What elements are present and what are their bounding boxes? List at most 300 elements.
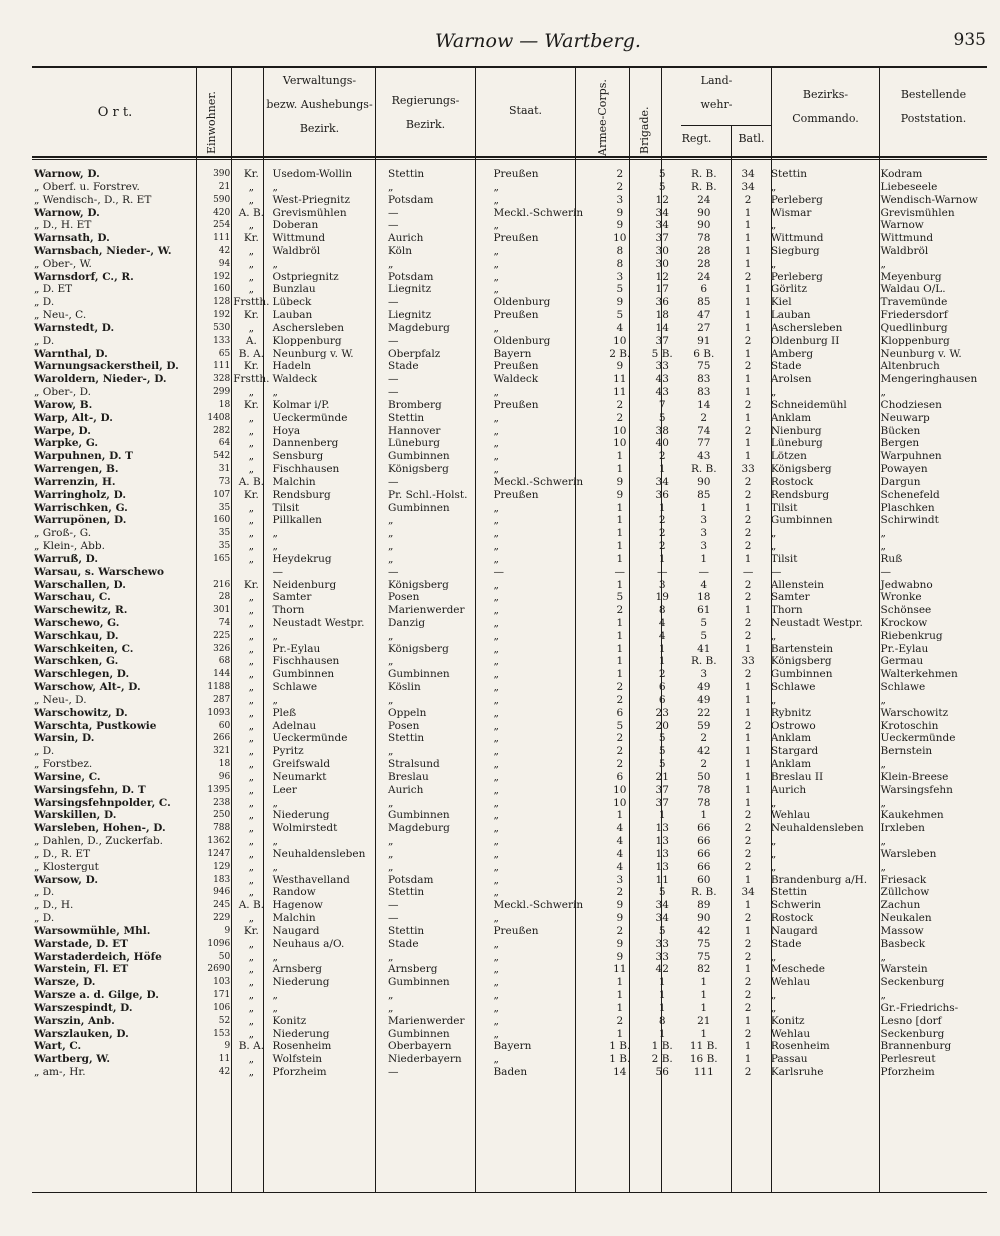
cell-bezirks-commando: Neuhaldensleben <box>770 822 864 835</box>
cell-regierungsbezirk: Breslau <box>388 770 429 783</box>
cell-ort: Warsze a. d. Gilge, D. <box>34 989 159 1002</box>
cell-armee-corps: 10 <box>613 796 627 809</box>
cell-poststation: Krotoschin <box>880 719 939 732</box>
cell-bezirk-art: „ <box>248 950 255 963</box>
cell-bezirks-commando: Meschede <box>770 963 825 976</box>
cell-bezirk-art: „ <box>248 783 255 796</box>
cell-poststation: Ruß <box>880 552 903 565</box>
cell-regierungsbezirk: Oppeln <box>388 706 427 719</box>
cell-staat: Preußen <box>493 924 539 937</box>
cell-bezirk-art: „ <box>248 591 255 604</box>
cell-poststation: Friedersdorf <box>880 309 948 322</box>
table-row <box>32 720 1000 733</box>
cell-brigade: 19 <box>655 591 669 604</box>
cell-poststation: „ <box>880 758 886 771</box>
cell-armee-corps: 1 <box>616 1027 624 1040</box>
cell-verwaltungsbezirk: Ueckermünde <box>272 732 348 745</box>
table-row <box>32 1066 1000 1079</box>
cell-staat: „ <box>493 809 499 822</box>
header-bezirks-line-2: Commando. <box>792 112 859 125</box>
cell-regierungsbezirk: Stade <box>388 360 419 373</box>
cell-bezirks-commando: „ <box>770 219 777 232</box>
cell-staat: Meckl.-Schwerin <box>493 475 584 488</box>
cell-bezirks-commando: Naugard <box>770 924 818 937</box>
cell-staat: Waldeck <box>493 373 539 386</box>
cell-verwaltungsbezirk: „ <box>272 950 278 963</box>
cell-bezirks-commando: Wittmund <box>770 232 824 245</box>
header-brigade: Brigade. <box>638 106 651 154</box>
cell-einwohner: 103 <box>213 977 231 988</box>
cell-landwehr-regt: 66 <box>697 860 711 873</box>
table-row <box>32 258 1000 271</box>
cell-landwehr-regt: 78 <box>697 796 711 809</box>
cell-poststation: Wendisch-Warnow <box>880 193 978 206</box>
cell-landwehr-regt: 42 <box>697 924 711 937</box>
header-post-line-2: Poststation. <box>900 112 967 125</box>
table-row <box>32 1027 1000 1040</box>
cell-landwehr-batl: 1 <box>744 770 752 783</box>
cell-regierungsbezirk: „ <box>388 257 394 270</box>
table-row <box>32 232 1000 245</box>
cell-staat: „ <box>493 437 499 450</box>
header-verwaltung-line-2: bezw. Aushebungs- <box>266 98 373 111</box>
cell-bezirk-art: Kr. <box>243 578 259 591</box>
cell-landwehr-batl: 2 <box>744 488 752 501</box>
cell-landwehr-regt: 1 <box>700 501 708 514</box>
cell-regierungsbezirk: Stettin <box>388 732 425 745</box>
cell-einwohner: 31 <box>218 464 231 475</box>
cell-ort: Warschowitz, D. <box>34 706 128 719</box>
cell-landwehr-regt: 82 <box>697 963 711 976</box>
cell-verwaltungsbezirk: „ <box>272 796 278 809</box>
cell-ort: Warschewitz, R. <box>34 604 128 617</box>
cell-bezirks-commando: „ <box>770 693 777 706</box>
cell-bezirk-art: Kr. <box>243 924 259 937</box>
cell-landwehr-regt: 75 <box>697 937 711 950</box>
cell-verwaltungsbezirk: Niederung <box>272 1027 330 1040</box>
cell-poststation: Warpuhnen <box>880 450 942 463</box>
cell-einwohner: 65 <box>218 348 231 359</box>
cell-landwehr-batl: 2 <box>744 360 752 373</box>
table-row <box>32 784 1000 797</box>
cell-landwehr-batl: 2 <box>744 398 752 411</box>
cell-armee-corps: 2 <box>616 180 624 193</box>
cell-bezirk-art: „ <box>248 668 255 681</box>
cell-bezirk-art: B. A. <box>238 1040 265 1053</box>
table-row <box>32 540 1000 553</box>
cell-einwohner: 1188 <box>207 682 231 693</box>
cell-landwehr-regt: 75 <box>697 360 711 373</box>
cell-bezirks-commando: „ <box>770 257 777 270</box>
cell-poststation: Waldbröl <box>880 244 929 257</box>
cell-bezirk-art: „ <box>248 193 255 206</box>
cell-regierungsbezirk: — <box>388 475 399 488</box>
cell-landwehr-batl: 1 <box>744 244 752 257</box>
cell-bezirk-art: „ <box>248 501 255 514</box>
cell-staat: „ <box>493 706 499 719</box>
cell-staat: „ <box>493 321 499 334</box>
cell-verwaltungsbezirk: Tilsit <box>272 501 300 514</box>
cell-landwehr-batl: 1 <box>744 873 752 886</box>
cell-verwaltungsbezirk: „ <box>272 989 278 1002</box>
header-regierung-line-2: Bezirk. <box>405 118 446 131</box>
cell-regierungsbezirk: — <box>388 899 399 912</box>
cell-einwohner: 1247 <box>207 848 231 859</box>
cell-armee-corps: 2 <box>616 1014 624 1027</box>
table-row <box>32 912 1000 925</box>
cell-verwaltungsbezirk: „ <box>272 860 278 873</box>
cell-landwehr-batl: 1 <box>744 219 752 232</box>
table-row <box>32 437 1000 450</box>
cell-poststation: Schirwindt <box>880 514 939 527</box>
cell-einwohner: 420 <box>213 207 231 218</box>
cell-landwehr-regt: R. B. <box>690 168 717 181</box>
cell-landwehr-regt: 6 B. <box>693 347 715 360</box>
header-einwohner: Einwohner. <box>205 91 218 154</box>
cell-brigade: 37 <box>655 334 669 347</box>
cell-armee-corps: 11 <box>613 386 627 399</box>
table-row <box>32 206 1000 219</box>
cell-staat: „ <box>493 193 499 206</box>
header-regierung-line-1: Regierungs- <box>391 94 460 107</box>
cell-staat: Oldenburg <box>493 334 551 347</box>
cell-landwehr-batl: 2 <box>744 976 752 989</box>
cell-landwehr-batl: 33 <box>741 463 755 476</box>
cell-bezirk-art: „ <box>248 719 255 732</box>
cell-armee-corps: 3 <box>616 193 624 206</box>
cell-einwohner: 328 <box>213 374 231 385</box>
cell-verwaltungsbezirk: Doberan <box>272 219 319 232</box>
header-landwehr-line-1: Land- <box>700 74 733 87</box>
cell-poststation: Germau <box>880 655 924 668</box>
cell-staat: „ <box>493 578 499 591</box>
cell-landwehr-batl: 1 <box>744 796 752 809</box>
cell-regierungsbezirk: „ <box>388 1001 394 1014</box>
cell-einwohner: 106 <box>213 1002 231 1013</box>
cell-armee-corps: 2 <box>616 745 624 758</box>
cell-landwehr-batl: 2 <box>744 809 752 822</box>
cell-brigade: 2 <box>658 540 666 553</box>
cell-regierungsbezirk: Posen <box>388 591 420 604</box>
cell-verwaltungsbezirk: Niederung <box>272 976 330 989</box>
cell-poststation: „ <box>880 540 886 553</box>
cell-armee-corps: 1 <box>616 463 624 476</box>
cell-bezirk-art: „ <box>248 386 255 399</box>
cell-armee-corps: 9 <box>616 899 624 912</box>
cell-verwaltungsbezirk: Usedom-Wollin <box>272 168 353 181</box>
cell-armee-corps: 4 <box>616 822 624 835</box>
cell-landwehr-regt: 50 <box>697 770 711 783</box>
cell-ort: „ Neu-, C. <box>34 309 87 322</box>
running-title: Warnow — Wartberg. <box>435 30 641 52</box>
cell-regierungsbezirk: „ <box>388 693 394 706</box>
cell-landwehr-batl: 2 <box>744 847 752 860</box>
cell-bezirk-art: Kr. <box>243 168 259 181</box>
cell-armee-corps: 3 <box>616 873 624 886</box>
cell-poststation: Warsleben <box>880 847 937 860</box>
cell-armee-corps: 10 <box>613 424 627 437</box>
cell-bezirk-art: „ <box>248 629 255 642</box>
cell-bezirks-commando: Siegburg <box>770 244 820 257</box>
cell-armee-corps: 1 <box>616 629 624 642</box>
cell-einwohner: 64 <box>218 438 231 449</box>
cell-bezirks-commando: Lüneburg <box>770 437 823 450</box>
table-row <box>32 348 1000 361</box>
cell-regierungsbezirk: Oberpfalz <box>388 347 441 360</box>
cell-staat: „ <box>493 540 499 553</box>
cell-ort: Warnow, D. <box>34 168 100 181</box>
cell-brigade: 34 <box>655 912 669 925</box>
cell-landwehr-regt: 83 <box>697 386 711 399</box>
cell-landwehr-batl: 2 <box>744 912 752 925</box>
cell-landwehr-batl: 2 <box>744 475 752 488</box>
cell-bezirk-art: Kr. <box>243 309 259 322</box>
cell-verwaltungsbezirk: Malchin <box>272 912 316 925</box>
cell-ort: „ D. <box>34 296 55 309</box>
table-row <box>32 925 1000 938</box>
cell-poststation: Lesno [dorf <box>880 1014 942 1027</box>
table-row <box>32 1015 1000 1028</box>
cell-einwohner: 111 <box>213 233 231 244</box>
cell-bezirks-commando: Lötzen <box>770 450 807 463</box>
cell-brigade: 23 <box>655 706 669 719</box>
cell-landwehr-regt: R. B. <box>690 655 717 668</box>
cell-bezirk-art: „ <box>248 463 255 476</box>
cell-einwohner: 1093 <box>207 707 231 718</box>
cell-bezirk-art: „ <box>248 219 255 232</box>
cell-brigade: 5 <box>658 180 666 193</box>
cell-brigade: 37 <box>655 796 669 809</box>
cell-landwehr-regt: 3 <box>700 668 708 681</box>
cell-poststation: Neunburg v. W. <box>880 347 962 360</box>
cell-staat: „ <box>493 386 499 399</box>
cell-ort: „ Ober-, D. <box>34 386 91 399</box>
cell-bezirks-commando: Kiel <box>770 296 792 309</box>
cell-bezirks-commando: Allenstein <box>770 578 825 591</box>
cell-brigade: 1 <box>658 809 666 822</box>
cell-staat: „ <box>493 1053 499 1066</box>
cell-ort: Warstade, D. ET <box>34 937 128 950</box>
cell-bezirks-commando: „ <box>770 527 777 540</box>
cell-ort: Wart, C. <box>34 1040 82 1053</box>
cell-ort: Wartberg, W. <box>34 1053 111 1066</box>
cell-brigade: 34 <box>655 475 669 488</box>
cell-bezirks-commando: Karlsruhe <box>770 1065 824 1078</box>
cell-bezirks-commando: Gumbinnen <box>770 514 833 527</box>
cell-landwehr-batl: 2 <box>744 629 752 642</box>
cell-ort: Warsingsfehnpolder, C. <box>34 796 171 809</box>
cell-landwehr-batl: 1 <box>744 283 752 296</box>
cell-regierungsbezirk: Stettin <box>388 924 425 937</box>
cell-landwehr-regt: 27 <box>697 321 711 334</box>
cell-armee-corps: 4 <box>616 321 624 334</box>
cell-staat: „ <box>493 758 499 771</box>
cell-poststation: Waldau O/L. <box>880 283 946 296</box>
cell-brigade: 2 B. <box>651 1053 673 1066</box>
cell-brigade: 5 <box>658 758 666 771</box>
cell-einwohner: 390 <box>213 169 231 180</box>
cell-poststation: Mengeringhausen <box>880 373 978 386</box>
cell-armee-corps: 1 <box>616 976 624 989</box>
cell-staat: Preußen <box>493 168 539 181</box>
cell-armee-corps: 5 <box>616 591 624 604</box>
cell-einwohner: 192 <box>213 271 231 282</box>
cell-landwehr-regt: 1 <box>700 552 708 565</box>
cell-bezirk-art: Kr. <box>243 360 259 373</box>
cell-bezirks-commando: Perleberg <box>770 270 823 283</box>
cell-armee-corps: 9 <box>616 475 624 488</box>
header-verwaltung <box>264 74 375 136</box>
cell-landwehr-regt: 1 <box>700 809 708 822</box>
cell-verwaltungsbezirk: Pleß <box>272 706 297 719</box>
cell-verwaltungsbezirk: Neustadt Westpr. <box>272 617 365 629</box>
cell-landwehr-regt: — <box>698 565 710 578</box>
cell-bezirks-commando: Anklam <box>770 411 812 424</box>
cell-bezirk-art: „ <box>248 450 255 463</box>
cell-regierungsbezirk: Aurich <box>388 232 424 245</box>
cell-bezirks-commando: „ <box>770 950 777 963</box>
cell-poststation: Irxleben <box>880 822 925 835</box>
cell-brigade: 37 <box>655 783 669 796</box>
cell-bezirks-commando: „ <box>770 1001 777 1014</box>
cell-landwehr-regt: 22 <box>697 706 711 719</box>
cell-ort: „ D., H. ET <box>34 219 92 232</box>
cell-einwohner: 60 <box>218 720 231 731</box>
cell-armee-corps: 4 <box>616 860 624 873</box>
cell-einwohner: 144 <box>213 669 231 680</box>
cell-poststation: Travemünde <box>880 296 948 309</box>
running-head <box>0 30 1000 54</box>
cell-bezirks-commando: Aurich <box>770 783 807 796</box>
cell-staat: „ <box>493 989 499 1002</box>
cell-landwehr-batl: 1 <box>744 681 752 694</box>
cell-ort: Warsine, C. <box>34 770 101 783</box>
cell-landwehr-regt: 49 <box>697 693 711 706</box>
cell-armee-corps: 9 <box>616 206 624 219</box>
cell-ort: Warschkau, D. <box>34 629 119 642</box>
cell-verwaltungsbezirk: — <box>272 565 283 578</box>
cell-poststation: Meyenburg <box>880 270 942 283</box>
header-post <box>880 88 987 126</box>
table-row <box>32 309 1000 322</box>
cell-landwehr-batl: 1 <box>744 232 752 245</box>
cell-ort: „ Klostergut <box>34 860 99 873</box>
cell-landwehr-regt: 78 <box>697 783 711 796</box>
cell-staat: „ <box>493 604 499 617</box>
cell-landwehr-regt: 1 <box>700 1027 708 1040</box>
cell-bezirk-art: „ <box>248 745 255 758</box>
cell-landwehr-batl: 1 <box>744 309 752 322</box>
cell-bezirk-art: „ <box>248 270 255 283</box>
cell-landwehr-regt: 24 <box>697 270 711 283</box>
table-row <box>32 245 1000 258</box>
cell-poststation: Wittmund <box>880 232 934 245</box>
cell-ort: „ D. <box>34 912 55 925</box>
table-row <box>32 886 1000 899</box>
cell-regierungsbezirk: Königsberg <box>388 642 449 655</box>
cell-bezirks-commando: Bartenstein <box>770 642 833 655</box>
cell-bezirk-art: „ <box>248 552 255 565</box>
cell-ort: „ D. ET <box>34 283 73 296</box>
cell-einwohner: 225 <box>213 630 231 641</box>
table-row <box>32 450 1000 463</box>
cell-einwohner: 1408 <box>207 412 231 423</box>
cell-regierungsbezirk: Gumbinnen <box>388 809 450 822</box>
cell-regierungsbezirk: Liegnitz <box>388 283 432 296</box>
cell-ort: Warschta, Pustkowie <box>34 719 157 732</box>
cell-bezirk-art: A. B. <box>238 475 265 488</box>
cell-regierungsbezirk: „ <box>388 514 394 527</box>
cell-ort: Warrischken, G. <box>34 501 128 514</box>
cell-verwaltungsbezirk: Randow <box>272 886 316 899</box>
cell-regierungsbezirk: Gumbinnen <box>388 668 450 681</box>
cell-poststation: „ <box>880 860 886 873</box>
cell-verwaltungsbezirk: Gumbinnen <box>272 668 335 681</box>
cell-staat: „ <box>493 783 499 796</box>
cell-bezirk-art: „ <box>248 604 255 617</box>
cell-landwehr-batl: 1 <box>744 1053 752 1066</box>
cell-staat: „ <box>493 463 499 476</box>
table-row <box>32 643 1000 656</box>
cell-ort: Warnungsackerstheil, D. <box>34 360 179 373</box>
cell-verwaltungsbezirk: „ <box>272 835 278 848</box>
cell-poststation: Neuwarp <box>880 411 930 424</box>
cell-poststation: Dargun <box>880 475 921 488</box>
cell-einwohner: 11 <box>218 1054 231 1065</box>
cell-brigade: 6 <box>658 693 666 706</box>
cell-landwehr-regt: 14 <box>697 398 711 411</box>
cell-ort: Waroldern, Nieder-, D. <box>34 373 167 386</box>
cell-bezirks-commando: Rendsburg <box>770 488 830 501</box>
cell-bezirk-art: „ <box>248 1065 255 1078</box>
cell-brigade: 1 B. <box>651 1040 673 1053</box>
cell-brigade: 13 <box>655 822 669 835</box>
cell-brigade: 1 <box>658 976 666 989</box>
cell-landwehr-regt: 1 <box>700 989 708 1002</box>
cell-brigade: 36 <box>655 488 669 501</box>
table-row <box>32 835 1000 848</box>
cell-landwehr-regt: 75 <box>697 950 711 963</box>
cell-landwehr-regt: 90 <box>697 912 711 925</box>
table-row <box>32 271 1000 284</box>
cell-bezirks-commando: „ <box>770 629 777 642</box>
cell-staat: „ <box>493 617 499 629</box>
cell-landwehr-regt: 47 <box>697 309 711 322</box>
cell-bezirks-commando: Tilsit <box>770 552 798 565</box>
cell-armee-corps: 1 <box>616 809 624 822</box>
cell-poststation: Powayen <box>880 463 928 476</box>
cell-staat: „ <box>493 732 499 745</box>
cell-landwehr-batl: 2 <box>744 937 752 950</box>
cell-poststation: — <box>880 565 892 578</box>
cell-poststation: Jedwabno <box>880 578 933 591</box>
cell-landwehr-batl: 2 <box>744 514 752 527</box>
cell-verwaltungsbezirk: Waldeck <box>272 373 318 386</box>
cell-regierungsbezirk: — <box>388 1065 399 1078</box>
register-table <box>32 168 1000 1079</box>
cell-armee-corps: 2 B. <box>609 347 631 360</box>
cell-einwohner: 1362 <box>207 836 231 847</box>
cell-landwehr-regt: 91 <box>697 334 711 347</box>
cell-bezirk-art: „ <box>248 886 255 899</box>
cell-landwehr-regt: 77 <box>697 437 711 450</box>
table-row <box>32 296 1000 309</box>
cell-regierungsbezirk: Aurich <box>388 783 424 796</box>
cell-staat: „ <box>493 270 499 283</box>
cell-landwehr-regt: 66 <box>697 847 711 860</box>
cell-regierungsbezirk: Potsdam <box>388 270 434 283</box>
page-number: 935 <box>953 30 986 50</box>
